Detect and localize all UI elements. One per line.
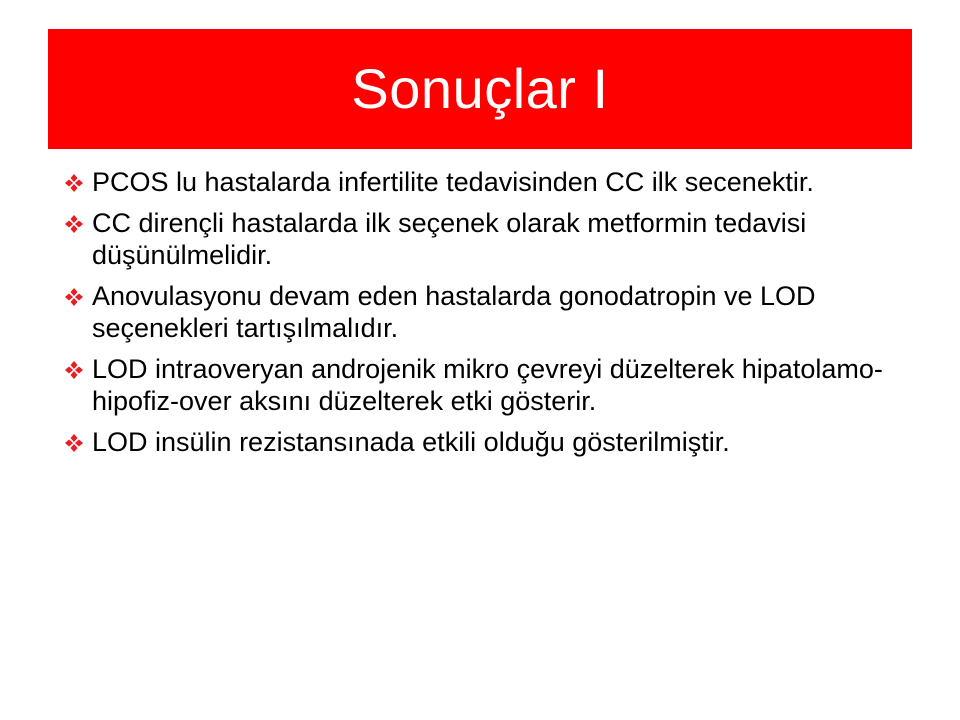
bullet-text: Anovulasyonu devam eden hastalarda gonodatropin ve LOD seçenekleri tartışılmalıdır. xyxy=(92,281,816,343)
bullet-list xyxy=(64,166,904,467)
bullet-text: LOD insülin rezistansınada etkili olduğu gösterilmiştir. xyxy=(92,427,730,457)
bullet-text: CC dirençli hastalarda ilk seçenek olarak metformin tedavisi düşünülmelidir. xyxy=(92,208,807,270)
bullet-text: LOD intraoveryan androjenik mikro çevreyi düzelterek hipatolamo-hipofiz-over aksını düzelterek etki gösterir. xyxy=(92,354,883,416)
diamond-bullet-icon xyxy=(64,360,84,380)
diamond-bullet-icon xyxy=(64,287,84,307)
bullet-text: PCOS lu hastalarda infertilite tedavisinden CC ilk secenektir. xyxy=(92,167,814,197)
diamond-bullet-icon xyxy=(64,433,84,453)
title-banner xyxy=(48,29,912,149)
bullet-item-2 xyxy=(64,207,904,271)
bullet-item-1 xyxy=(64,166,904,198)
diamond-bullet-icon xyxy=(64,173,84,193)
bullet-item-3 xyxy=(64,280,904,344)
slide-title: Sonuçlar I xyxy=(351,57,609,120)
bullet-item-5 xyxy=(64,426,904,458)
bullet-item-4 xyxy=(64,353,904,417)
diamond-bullet-icon xyxy=(64,214,84,234)
